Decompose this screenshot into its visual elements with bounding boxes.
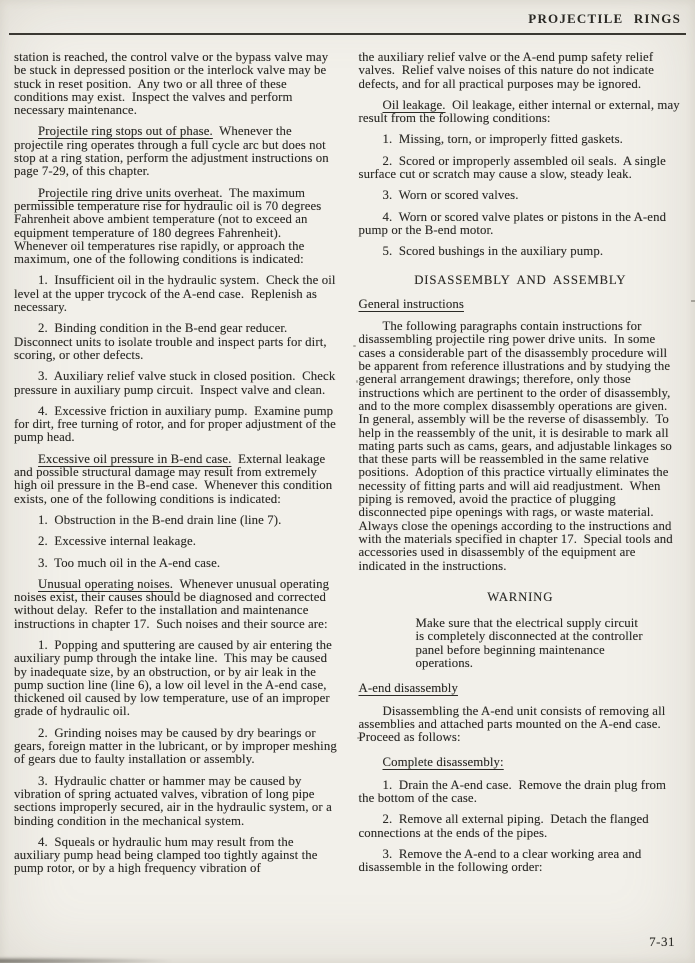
list-item: 4. Worn or scored valve plates or pistons in the A-end pump or the B-end motor.	[358, 209, 667, 237]
subsection-heading	[359, 298, 683, 311]
subsection-heading	[359, 682, 683, 695]
header-rule	[9, 33, 686, 35]
page-number: 7-31	[649, 934, 675, 949]
underlined-lead: A-end disassembly	[358, 681, 458, 696]
list-item: 2. Grinding noises may be caused by dry bearings or gears, foreign matter in the lubricant, or by improper meshing of gears due to faulty installation or assembly.	[14, 725, 337, 767]
list-item: 4. Excessive friction in auxiliary pump. Examine pump for dirt, free turning of rotor, and for proper adjustment of the pump head.	[14, 403, 336, 445]
list-item: 3. Too much oil in the A-end case.	[38, 555, 221, 570]
paragraph: Unusual operating noises. Whenever unusual operating noises exist, their causes should be diagnosed and corrected without delay. Refer to the installation and maintenance instructions in chapter 17. Such noises and their source are:	[14, 576, 330, 631]
underlined-lead: Complete disassembly:	[382, 755, 504, 770]
underlined-lead: Excessive oil pressure in B-end case.	[38, 451, 232, 466]
scan-smudge	[0, 957, 172, 963]
paragraph: Disassembling the A-end unit consists of removing all assemblies and attached parts mounted on the A-end case. Proceed as follows:	[358, 703, 666, 745]
paragraph: Excessive oil pressure in B-end case. External leakage and possible structural damage may result from extremely high oil pressure in the B-end case. Whenever this condition exists, one of the following conditions is indicated:	[14, 451, 333, 506]
list-item: 2. Binding condition in the B-end gear reducer. Disconnect units to isolate trouble and inspect parts for dirt, scoring, or other defects.	[14, 321, 327, 362]
warning-text: Make sure that the electrical supply circuit is completely disconnected at the controller panel before beginning maintenance operations.	[415, 616, 643, 670]
underlined-lead: Unusual operating noises.	[38, 576, 174, 591]
scan-speck	[353, 345, 356, 347]
paragraph: The following paragraphs contain instructions for disassembling projectile ring power drive units. In some cases a considerable part of the disassembly procedure will be apparent from reference illustrations and by studying the general arrangement drawings; therefore, only those instructions which are pertinent to the order of disassembly, and to the more complex disassembly operations are given. In general, assembly will be the reverse of disassembly. To help in the reassembly of the unit, it is desirable to mark all mating parts such as cams, gears, and adjustable linkages so that these parts will be reassembled in the same relative positions. Adoption of this practice virtually eliminates the necessity of fitting parts and will aid readjustment. When piping is removed, avoid the practice of plugging disconnected pipe openings with rags, or waste material. Always close the openings according to the instructions and with the materials specified in chapter 17. Special tools and accessories used in disassembly of the equipment are indicated in the instructions.	[358, 319, 673, 573]
paragraph: Projectile ring drive units overheat. The maximum permissible temperature rise for hydraulic oil is 70 degrees Fahrenheit above ambient temperature (not to exceed an equipment temperature of 180 degrees Fahrenheit). Whenever oil temperatures rise rapidly, or approach the maximum, one of the following conditions is indicated:	[14, 185, 322, 267]
scan-speck	[691, 300, 695, 302]
list-item: 3. Worn or scored valves.	[382, 188, 519, 203]
right-column	[359, 51, 683, 933]
underlined-lead: Projectile ring stops out of phase.	[38, 124, 213, 139]
list-item: 2. Remove all external piping. Detach the flanged connections at the ends of the pipes.	[358, 812, 649, 840]
warning-heading: WARNING	[487, 589, 554, 604]
list-item: 1. Obstruction in the B-end drain line (line 7).	[38, 512, 282, 527]
left-column	[14, 51, 338, 933]
list-item: 5. Scored bushings in the auxiliary pump.	[382, 244, 604, 259]
list-item: 2. Scored or improperly assembled oil seals. A single surface cut or scratch may cause a slow, steady leak.	[358, 153, 666, 182]
underlined-lead: Oil leakage.	[382, 97, 446, 112]
scan-speck	[356, 380, 358, 383]
list-item: 3. Hydraulic chatter or hammer may be caused by vibration of spring actuated valves, vibration of long pipe sections improperly secured, air in the hydraulic system, or a binding condition in the mechanical system.	[14, 773, 332, 828]
list-item: 3. Remove the A-end to a clear working area and disassemble in the following order:	[358, 846, 642, 875]
list-item: 2. Excessive internal leakage.	[38, 534, 197, 549]
running-header: PROJECTILE RINGS	[528, 11, 681, 26]
subsection-heading	[359, 756, 683, 769]
list-item: 4. Squeals or hydraulic hum may result from the auxiliary pump head being clamped too tightly against the pump rotor, or by a high frequency vibration of	[14, 834, 318, 876]
underlined-lead: General instructions	[358, 296, 464, 311]
list-item: 1. Drain the A-end case. Remove the drain plug from the bottom of the case.	[358, 777, 667, 806]
paragraph: Oil leakage. Oil leakage, either internal or external, may result from the following conditions:	[358, 97, 680, 126]
list-item: 1. Missing, torn, or improperly fitted gaskets.	[382, 132, 623, 147]
paragraph: Projectile ring stops out of phase. Whenever the projectile ring operates through a full cycle arc but does not stop at a ring station, perform the adjustment instructions on page 7-29, of this chapter.	[14, 124, 329, 179]
underlined-lead: Projectile ring drive units overheat.	[38, 185, 223, 200]
list-item: 1. Popping and sputtering are caused by air entering the auxiliary pump through the intake line. This may be caused by inadequate size, by an obstruction, or by air leak in the pump suction line (line 6), a low oil level in the A-end case, thickened oil caused by low temperature, use of an improper grade of hydraulic oil.	[14, 637, 332, 719]
paragraph: station is reached, the control valve or the bypass valve may be stuck in depressed position or the interlock valve may be stuck in reset position. Any two or all three of these conditions may exist. Inspect the valves and perform necessary maintenance.	[14, 50, 329, 118]
scan-speck	[357, 737, 360, 739]
list-item: 1. Insufficient oil in the hydraulic system. Check the oil level at the upper trycock of the A-end case. Replenish as necessary.	[14, 273, 336, 315]
page-body	[14, 51, 682, 933]
paragraph: the auxiliary relief valve or the A-end pump safety relief valves. Relief valve noises of this nature do not indicate defects, and for all practical purposes may be ignored.	[358, 50, 655, 91]
list-item: 3. Auxiliary relief valve stuck in closed position. Check pressure in auxiliary pump circuit. Inspect valve and clean.	[14, 369, 336, 397]
section-heading: DISASSEMBLY AND ASSEMBLY	[414, 272, 627, 287]
